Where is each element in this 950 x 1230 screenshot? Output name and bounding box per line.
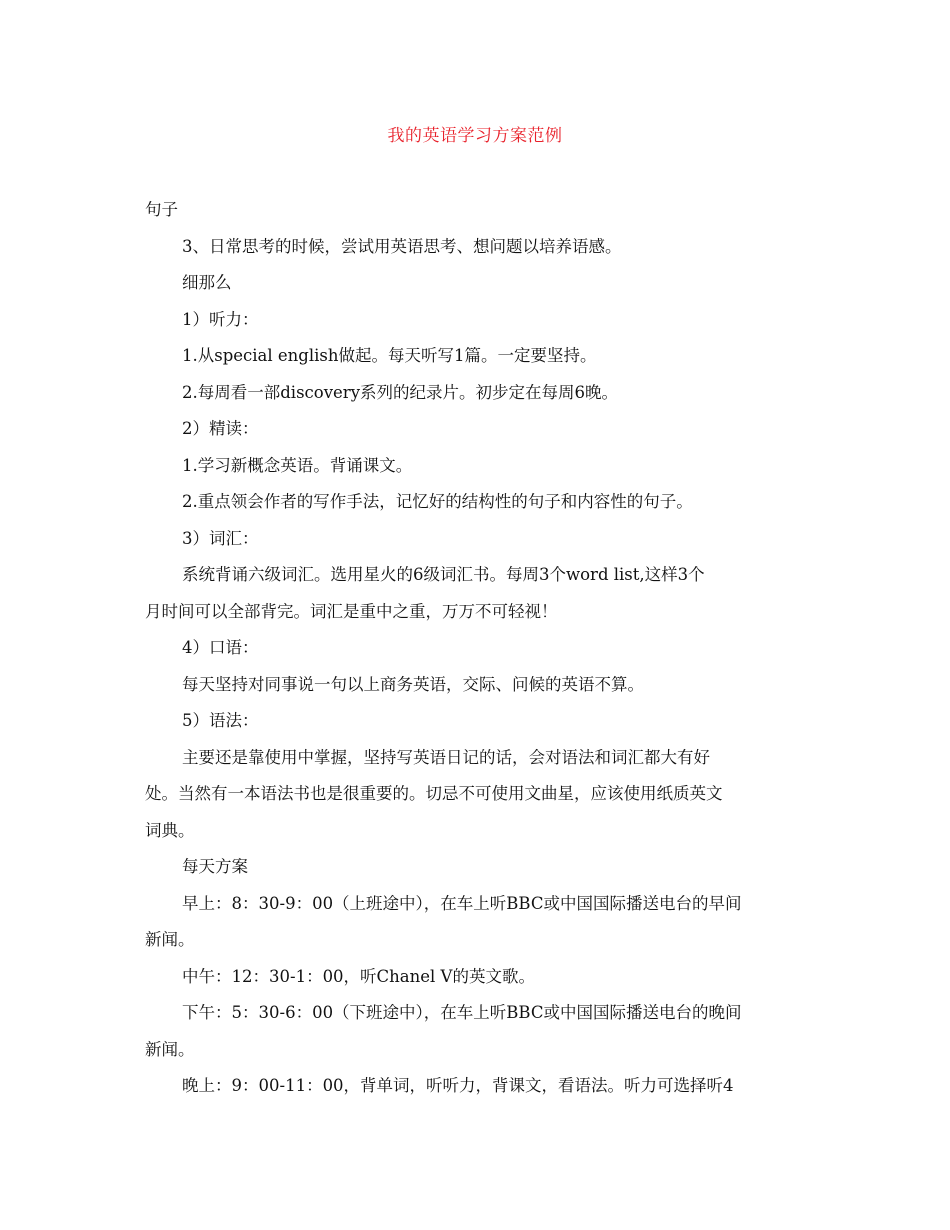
paragraph: 1.从special english做起。每天听写1篇。一定要坚持。 <box>182 346 597 365</box>
paragraph: 3、日常思考的时候，尝试用英语思考、想问题以培养语感。 <box>182 236 622 256</box>
section-heading-reading: 2）精读： <box>182 419 259 438</box>
document-title: 我的英语学习方案范例 <box>387 126 563 146</box>
paragraph-line: 晚上：9：00-11：00，背单词，听听力，背课文，看语法。听力可选择听4 <box>182 1076 734 1095</box>
paragraph: 句子 <box>145 200 178 219</box>
paragraph: 1.学习新概念英语。背诵课文。 <box>182 455 413 475</box>
paragraph-line: 主要还是靠使用中掌握，坚持写英语日记的话，会对语法和词汇都大有好 <box>182 747 710 767</box>
document-body <box>145 192 811 1105</box>
section-heading-listening: 1）听力： <box>182 309 259 329</box>
paragraph-line: 词典。 <box>145 820 195 840</box>
paragraph-line: 新闻。 <box>145 1039 195 1059</box>
paragraph-line: 早上：8：30-9：00（上班途中），在车上听BBC或中国国际播送电台的早间 <box>182 893 742 913</box>
section-heading-grammar: 5）语法： <box>182 711 259 730</box>
section-heading-speaking: 4）口语： <box>182 638 259 657</box>
paragraph: 2.每周看一部discovery系列的纪录片。初步定在每周6晚。 <box>182 382 619 402</box>
paragraph-line: 新闻。 <box>145 930 195 949</box>
paragraph-line: 月时间可以全部背完。词汇是重中之重，万万不可轻视！ <box>145 601 558 621</box>
paragraph: 细那么 <box>182 273 232 292</box>
section-heading-vocabulary: 3）词汇： <box>182 528 259 548</box>
paragraph: 中午：12：30-1：00，听Chanel V的英文歌。 <box>182 966 535 986</box>
paragraph: 2.重点领会作者的写作手法，记忆好的结构性的句子和内容性的句子。 <box>182 492 693 511</box>
section-heading-daily-plan: 每天方案 <box>182 857 248 876</box>
paragraph: 每天坚持对同事说一句以上商务英语，交际、问候的英语不算。 <box>182 674 644 694</box>
paragraph-line: 下午：5：30-6：00（下班途中），在车上听BBC或中国国际播送电台的晚间 <box>182 1003 742 1022</box>
paragraph-line: 处。当然有一本语法书也是很重要的。切忌不可使用文曲星，应该使用纸质英文 <box>145 784 723 803</box>
paragraph-line: 系统背诵六级词汇。选用星火的6级词汇书。每周3个word list,这样3个 <box>182 565 705 584</box>
